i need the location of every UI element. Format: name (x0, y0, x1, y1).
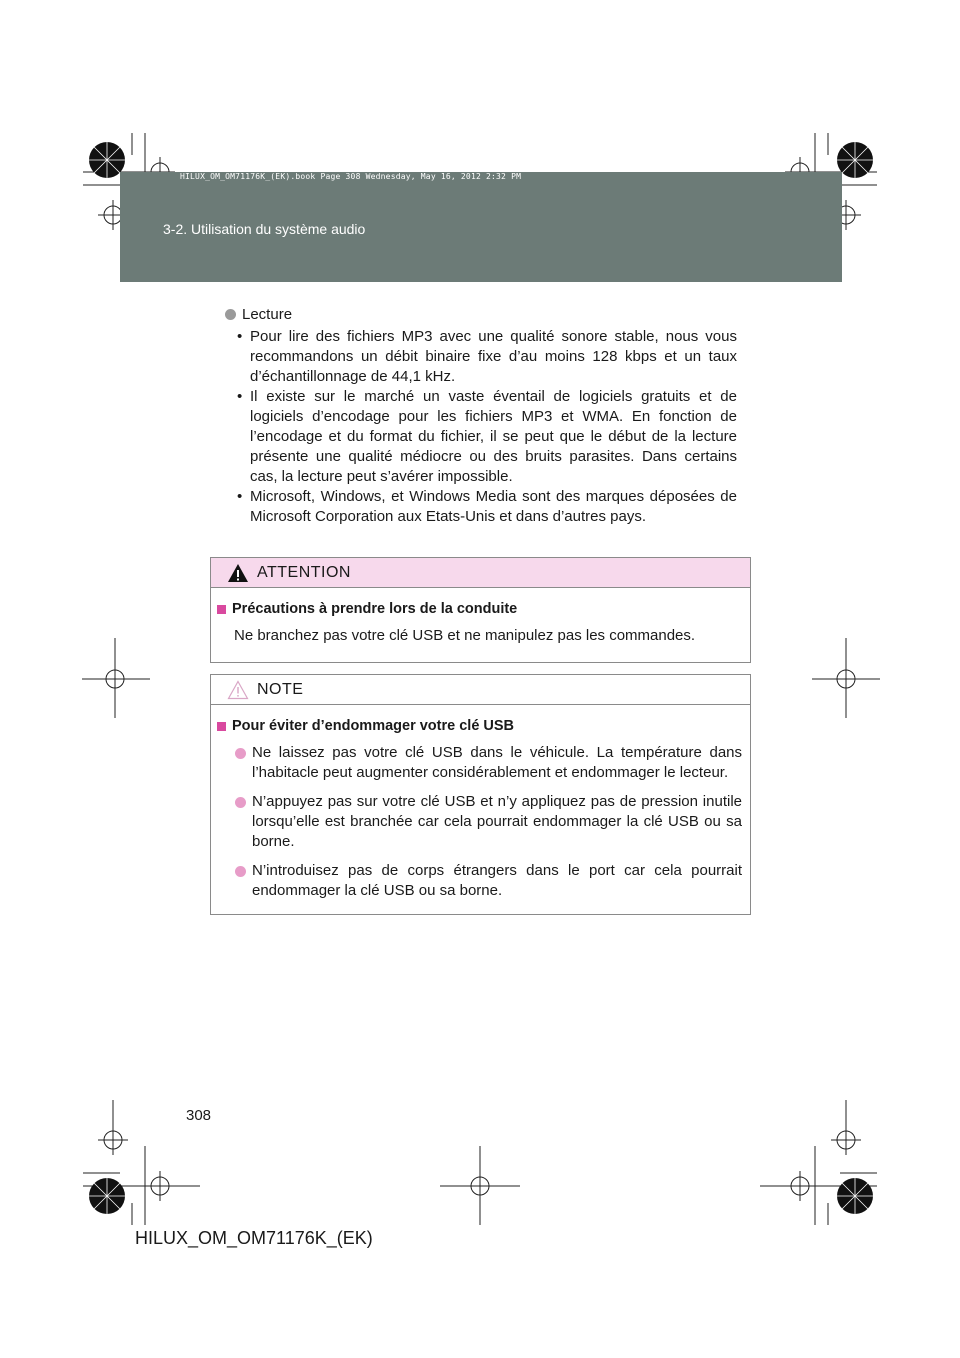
attention-header (211, 558, 750, 588)
list-item: • Pour lire des fichiers MP3 avec une qualité sonore stable, nous vous recommandons un débit binaire fixe d’au moins 128 kbps et un taux d’échantillonnage de 44,1 kHz. (237, 327, 737, 387)
attention-heading (217, 601, 742, 617)
attention-body (211, 588, 750, 662)
attention-text: Ne branchez pas votre clé USB et ne manipulez pas les commandes. (234, 627, 696, 644)
list-item: N’introduisez pas de corps étrangers dans le port car cela pourrait endommager la clé USB ou sa borne. (235, 861, 742, 901)
attention-box (210, 557, 751, 663)
lecture-list (225, 327, 737, 527)
square-bullet-icon (217, 722, 226, 731)
list-item: • Il existe sur le marché un vaste éventail de logiciels gratuits et de logiciels d’encodage pour les fichiers MP3 et WMA. En fonction de l’encodage et du format du fichier, il se peut que le début de la lecture présente une qualité médiocre ou des bruits parasites. Dans certains cas, la lecture peut s’avérer impossible. (237, 387, 737, 487)
note-label: NOTE (257, 680, 304, 698)
lecture-section (225, 306, 737, 527)
note-box (210, 674, 751, 915)
book-info-line: HILUX_OM_OM71176K_(EK).book Page 308 Wednesday, May 16, 2012 2:32 PM (180, 172, 522, 181)
bullet-dot-icon (235, 748, 246, 759)
warning-triangle-icon (227, 563, 249, 583)
caution-outline-icon (227, 680, 249, 700)
note-heading (217, 718, 742, 734)
list-item: Ne laissez pas votre clé USB dans le véhicule. La température dans l’habitacle peut augmenter considérablement et endommager le lecteur. (235, 743, 742, 783)
bullet-dot-icon (235, 797, 246, 808)
note-body (211, 705, 750, 914)
attention-label: ATTENTION (257, 563, 351, 581)
list-item: N’appuyez pas sur votre clé USB et n’y appliquez pas de pression inutile lorsqu’elle est branchée car cela pourrait endommager la clé USB ou sa borne. (235, 792, 742, 852)
bullet-dot-icon (235, 866, 246, 877)
bullet-dot-icon (225, 309, 236, 320)
section-title: 3-2. Utilisation du système audio (163, 221, 366, 237)
page-number: 308 (186, 1107, 212, 1124)
note-header (211, 675, 750, 705)
document-code: HILUX_OM_OM71176K_(EK) (135, 1228, 373, 1248)
square-bullet-icon (217, 605, 226, 614)
lecture-title: Lecture (242, 306, 293, 323)
attention-heading-text: Précautions à prendre lors de la conduite (232, 601, 518, 617)
list-item: • Microsoft, Windows, et Windows Media sont des marques déposées de Microsoft Corporation aux Etats-Unis et dans d’autres pays. (237, 487, 737, 527)
lecture-heading (225, 306, 737, 323)
note-heading-text: Pour éviter d’endommager votre clé USB (232, 718, 515, 734)
